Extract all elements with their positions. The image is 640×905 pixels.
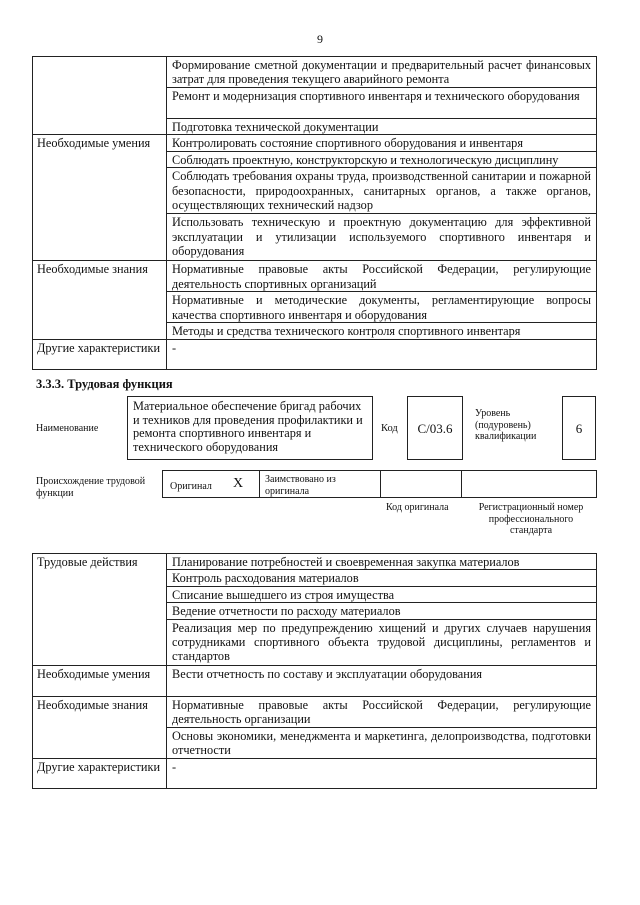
- reg-number-cell: [461, 470, 597, 498]
- table-cell: Соблюдать проектную, конструкторскую и технологическую дисциплину: [167, 151, 597, 167]
- code-original-label: Код оригинала: [386, 502, 449, 513]
- qualification-level: 6: [562, 396, 596, 460]
- table-cell: Нормативные правовые акты Российской Федерации, регулирующие деятельность организации: [167, 696, 597, 727]
- labor-actions-table: [32, 553, 597, 789]
- table-cell: Основы экономики, менеджмента и маркетинга, делопроизводства, подготовки отчетности: [167, 727, 597, 758]
- table-row-label: Необходимые знания: [33, 696, 167, 758]
- original-mark: X: [233, 476, 244, 491]
- table-cell: Нормативные и методические документы, регламентирующие вопросы качества спортивного инвентаря и оборудования: [167, 292, 597, 323]
- table-row-label: Другие характеристики: [33, 758, 167, 788]
- table-cell: Формирование сметной документации и предварительный расчет финансовых затрат для проведения текущего аварийного ремонта: [167, 57, 597, 88]
- table-cell: Контролировать состояние спортивного оборудования и инвентаря: [167, 135, 597, 151]
- table-cell: -: [167, 758, 597, 788]
- table-cell: Контроль расходования материалов: [167, 570, 597, 586]
- table-cell: Списание вышедшего из строя имущества: [167, 586, 597, 602]
- table-cell: Нормативные правовые акты Российской Федерации, регулирующие деятельность спортивных организаций: [167, 261, 597, 292]
- table-row-label: Необходимые знания: [33, 261, 167, 339]
- table-cell: Ремонт и модернизация спортивного инвентаря и технического оборудования: [167, 88, 597, 119]
- code-label: Код: [381, 423, 398, 434]
- function-code: C/03.6: [407, 396, 463, 460]
- table-cell: Ведение отчетности по расходу материалов: [167, 603, 597, 619]
- table-cell: Подготовка технической документации: [167, 119, 597, 135]
- function-name: Материальное обеспечение бригад рабочих и техников для проведения профилактики и ремонта спортивного инвентаря и технического оборудования: [127, 396, 373, 460]
- section-title: 3.3.3. Трудовая функция: [36, 377, 173, 391]
- table-cell: Вести отчетность по составу и эксплуатации оборудования: [167, 665, 597, 696]
- original-label: Оригинал: [170, 481, 212, 492]
- table-row-label: Необходимые умения: [33, 135, 167, 261]
- table-cell: Использовать техническую и проектную документацию для эффективной эксплуатации и утилизации используемого спортивного инвентаря и оборудования: [167, 214, 597, 261]
- table-row-label: Трудовые действия: [33, 554, 167, 666]
- code-original-cell: [380, 470, 462, 498]
- table-row-label: [33, 57, 167, 135]
- table-cell: Реализация мер по предупреждению хищений и других случаев нарушения сотрудниками спортивного объекта трудовой дисциплины, регламентов и стандартов: [167, 619, 597, 665]
- origin-label: Происхождение трудовой функции: [36, 476, 146, 499]
- skills-knowledge-table: [32, 56, 597, 370]
- table-row-label: Необходимые умения: [33, 665, 167, 696]
- table-row-label: Другие характеристики: [33, 339, 167, 369]
- reg-number-label: Регистрационный номер профессионального стандарта: [478, 502, 584, 536]
- table-cell: Планирование потребностей и своевременная закупка материалов: [167, 554, 597, 570]
- borrowed-label: Заимствовано из оригинала: [265, 474, 336, 497]
- page-number: 9: [317, 32, 323, 46]
- table-cell: -: [167, 339, 597, 369]
- level-label: Уровень (подуровень) квалификации: [475, 408, 537, 442]
- name-label: Наименование: [36, 423, 99, 434]
- table-cell: Соблюдать требования охраны труда, производственной санитарии и пожарной безопасности, природоохранных, санитарных органов, а также органов, осуществляющих технический надзор: [167, 168, 597, 214]
- table-cell: Методы и средства технического контроля спортивного инвентаря: [167, 323, 597, 339]
